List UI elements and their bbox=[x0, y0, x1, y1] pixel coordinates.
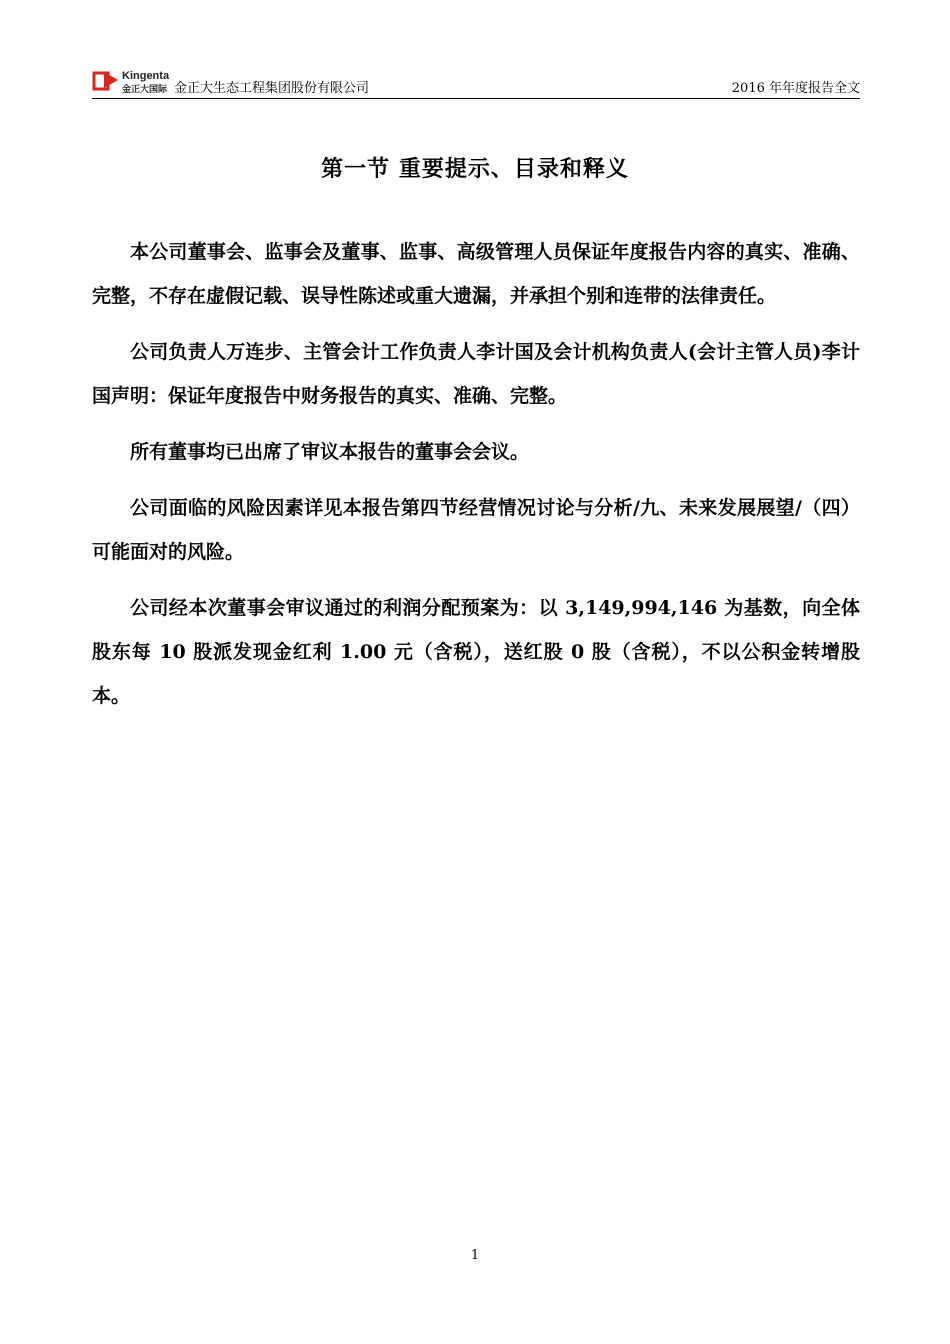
page-header bbox=[92, 68, 860, 99]
page-number: 1 bbox=[470, 1248, 480, 1263]
kingenta-logo-icon bbox=[92, 70, 120, 92]
section-title: 第一节 重要提示、目录和释义 bbox=[321, 156, 629, 182]
header-company-name: 金正大生态工程集团股份有限公司 bbox=[174, 81, 370, 96]
body-text bbox=[92, 230, 860, 730]
paragraph-profit-distribution: 公司经本次董事会审议通过的利润分配预案为：以 3,149,994,146 为基数，向全体股东每 10 股派发现金红利 1.00 元（含税），送红股 0 股（含税），不以公积金转增股本。 bbox=[92, 597, 860, 707]
paragraph-risk-factors: 公司面临的风险因素详见本报告第四节经营情况讨论与分析/九、未来发展展望/（四）可能面对的风险。 bbox=[92, 497, 860, 563]
paragraph-financial-declaration: 公司负责人万连步、主管会计工作负责人李计国及会计机构负责人(会计主管人员)李计国声明：保证年度报告中财务报告的真实、准确、完整。 bbox=[92, 341, 860, 407]
header-report-title: 2016 年年度报告全文 bbox=[731, 81, 860, 96]
logo-text-en: Kingenta bbox=[122, 70, 170, 82]
paragraph-board-attendance: 所有董事均已出席了审议本报告的董事会会议。 bbox=[130, 441, 530, 463]
logo-text-cn: 金正大国际 bbox=[122, 85, 168, 95]
company-logo bbox=[92, 70, 172, 94]
paragraph-responsibility-statement: 本公司董事会、监事会及董事、监事、高级管理人员保证年度报告内容的真实、准确、完整，不存在虚假记载、误导性陈述或重大遗漏，并承担个别和连带的法律责任。 bbox=[92, 241, 860, 307]
